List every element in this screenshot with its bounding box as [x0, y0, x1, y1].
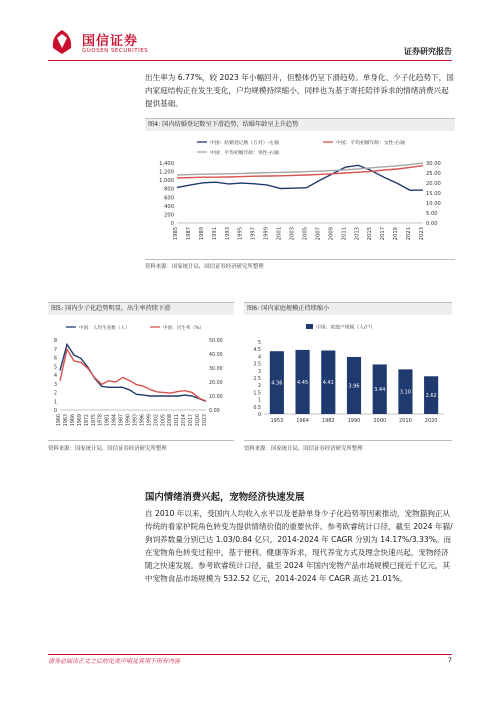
fig5-source: 资料来源：国家统计局，国信证券经济研究所整理 — [48, 446, 167, 452]
x-axis-tick: 1993 — [133, 414, 139, 427]
x-axis-tick: 1990 — [347, 418, 361, 424]
x-axis-tick: 1975 — [91, 414, 97, 427]
left-axis-tick: 1 — [53, 400, 57, 406]
x-axis-tick: 1984 — [112, 414, 118, 427]
fig4-source: 资料来源：国家统计局，国信证券经济研究所整理 — [145, 264, 264, 270]
x-axis-tick: 1996 — [140, 414, 146, 427]
left-axis-tick: 400 — [164, 203, 174, 210]
legend-label: 中国：平均初婚年龄：女性-右轴 — [336, 141, 405, 146]
x-axis-tick: 2011 — [341, 227, 348, 241]
right-axis-tick: 10.00 — [209, 395, 223, 400]
y-axis-tick: 1 — [257, 398, 261, 404]
x-axis-tick: 2015 — [367, 227, 374, 241]
right-axis-tick: 5.00 — [426, 211, 438, 217]
fig5-chart — [48, 318, 234, 438]
left-axis-tick: 7 — [53, 347, 57, 353]
x-axis-tick: 2023 — [203, 414, 208, 427]
left-axis-tick: 0 — [170, 221, 174, 227]
y-axis-tick: 5 — [257, 341, 261, 346]
right-axis-tick: 25.00 — [426, 171, 441, 177]
x-axis-tick: 1997 — [250, 227, 257, 241]
legend-label: 中国：结婚登记数（万对）-左轴 — [210, 141, 279, 146]
left-axis-tick: 0 — [53, 409, 57, 414]
fig4-title: 图4: 国内结婚登记数呈下滑趋势，结婚年龄呈上升趋势 — [145, 119, 455, 131]
y-axis-tick: 1.5 — [253, 391, 261, 397]
y-axis-tick: 4 — [257, 355, 261, 361]
right-axis-tick: 10.00 — [426, 201, 441, 207]
y-axis-tick: 2 — [257, 384, 261, 390]
fig6-title: 图6: 国内家庭规模正持续缩小 — [244, 303, 452, 315]
right-axis-tick: 40.00 — [209, 353, 223, 358]
x-axis-tick: 2008 — [168, 414, 174, 427]
brand-name: 国信证券 — [82, 34, 139, 49]
fig4-chart — [145, 132, 455, 258]
left-axis-tick: 2 — [53, 391, 57, 397]
x-axis-tick: 1987 — [119, 414, 125, 427]
fig4-bottom-rule — [145, 259, 455, 260]
left-axis-tick: 4 — [53, 374, 57, 379]
x-axis-tick: 2000 — [373, 418, 387, 424]
series-line — [60, 349, 206, 401]
x-axis-tick: 1989 — [198, 227, 205, 241]
brand-mark-icon — [48, 28, 76, 56]
x-axis-tick: 1953 — [270, 418, 284, 424]
x-axis-tick: 1963 — [63, 414, 69, 427]
y-axis-tick: 3 — [257, 369, 261, 375]
legend-label: 中国：出生率（%） — [163, 326, 205, 331]
bar-value-label: 3.96 — [348, 383, 360, 390]
section-heading: 国内情绪消费兴起，宠物经济快速发展 — [145, 492, 305, 503]
y-axis-tick: 3.5 — [253, 362, 261, 368]
right-axis-tick: 0.00 — [209, 409, 220, 414]
x-axis-tick: 1993 — [224, 227, 231, 241]
right-axis-tick: 50.00 — [209, 339, 223, 344]
x-axis-tick: 1999 — [147, 414, 153, 427]
x-axis-tick: 1990 — [126, 414, 132, 427]
x-axis-tick: 2020 — [196, 414, 202, 427]
x-axis-tick: 2017 — [189, 414, 195, 427]
series-line — [60, 344, 206, 401]
x-axis-tick: 2013 — [354, 227, 361, 241]
bar-value-label: 4.45 — [297, 379, 309, 386]
x-axis-tick: 2005 — [302, 227, 309, 241]
x-axis-tick: 2007 — [315, 227, 322, 241]
left-axis-tick: 800 — [164, 186, 174, 193]
x-axis-tick: 2021 — [406, 227, 413, 241]
left-axis-tick: 200 — [164, 212, 174, 219]
fig6-source: 资料来源：国家统计局，国信证券经济研究所整理 — [244, 446, 363, 452]
bar-value-label: 3.44 — [374, 387, 386, 394]
series-line — [177, 163, 423, 175]
right-axis-tick: 30.00 — [209, 367, 223, 372]
x-axis-tick: 1972 — [84, 414, 90, 427]
x-axis-tick: 1985 — [173, 227, 179, 241]
x-axis-tick: 1964 — [296, 418, 309, 424]
y-axis-tick: 0.5 — [253, 405, 261, 411]
left-axis-tick: 3 — [53, 382, 57, 388]
x-axis-tick: 2010 — [399, 418, 412, 424]
x-axis-tick: 1969 — [77, 414, 83, 427]
fig5-bottom-rule — [48, 440, 234, 441]
legend-label: 中国：平均初婚年龄：男性-右轴 — [210, 151, 279, 156]
x-axis-tick: 1960 — [57, 414, 62, 427]
right-axis-tick: 20.00 — [209, 381, 223, 386]
x-axis-tick: 2019 — [393, 227, 400, 241]
fig5-title: 图5: 国内少子化趋势明显，出生率持续下滑 — [48, 303, 234, 315]
right-axis-tick: 30.00 — [426, 161, 441, 167]
x-axis-tick: 1981 — [105, 414, 111, 427]
right-axis-tick: 20.00 — [426, 181, 441, 187]
x-axis-tick: 1987 — [185, 227, 192, 241]
legend-label: 中国：人均生育数（人） — [79, 326, 130, 331]
left-axis-tick: 1,400 — [159, 161, 174, 167]
x-axis-tick: 2020 — [424, 418, 438, 424]
left-axis-tick: 600 — [164, 195, 174, 202]
right-axis-tick: 15.00 — [426, 191, 441, 197]
x-axis-tick: 2002 — [154, 414, 160, 427]
x-axis-tick: 2017 — [380, 227, 387, 241]
x-axis-tick: 1999 — [263, 227, 270, 241]
header-divider — [48, 60, 452, 61]
fig6-bottom-rule — [244, 440, 452, 441]
footer-divider — [48, 654, 452, 655]
x-axis-tick: 2011 — [175, 414, 181, 427]
section-paragraph: 自 2010 年以来，受国内人均收入水平以及老龄单身少子化趋势等因素推动，宠物猫狗正从传统的看家护院角色转变为提供情绪价值的重要伙伴。参考欧睿统计口径，截至 2024 年猫/狗饲养数量分别已达 1.03/0.84 亿只，2014-2024 年 CAGR 分别为 14.17%/3.33%。而在宠物角色转变过程中，基于便利、健康等诉求，现代养宠方式及理念快速兴起，宠物经济随之快速发展。参考欧睿统计口径，截至 2024 年国内宠物产品市场规模已接近千亿元，其中宠物食品市场规模为 532.52 亿元，2014-2024 年 CAGR 高达 21.01%。 — [145, 509, 453, 583]
left-axis-tick: 8 — [53, 339, 57, 344]
fig6-chart — [244, 318, 452, 438]
x-axis-tick: 2005 — [161, 414, 167, 427]
left-axis-tick: 5 — [53, 365, 57, 371]
y-axis-tick: 2.5 — [253, 377, 261, 382]
x-axis-tick: 2001 — [276, 227, 283, 241]
legend-label: 中国：家庭户规模（人/户） — [316, 325, 376, 331]
x-axis-tick: 2023 — [419, 227, 425, 241]
intro-paragraph: 出生率为 6.77%，较 2023 年小幅回升，但整体仍呈下滑趋势。单身化、少子化趋势下，国内家庭结构正在发生变化，户均规模持续缩小，同样也为基于寄托陪伴诉求的情绪消费兴起提供基础。 — [145, 73, 454, 108]
bar-value-label: 2.62 — [425, 393, 437, 400]
right-axis-tick: 0.00 — [426, 221, 438, 227]
brand-logo — [48, 28, 168, 64]
y-axis-tick: 4.5 — [253, 348, 261, 354]
x-axis-tick: 1995 — [237, 227, 244, 241]
bar-value-label: 4.36 — [271, 380, 283, 387]
bar-value-label: 3.10 — [399, 389, 411, 396]
x-axis-tick: 2014 — [182, 414, 188, 427]
brand-name-en: GUOSEN SECURITIES — [82, 48, 149, 54]
bar-value-label: 4.41 — [322, 380, 334, 387]
x-axis-tick: 1991 — [211, 227, 218, 241]
left-axis-tick: 1,000 — [159, 178, 174, 185]
footer-disclaimer: 请务必阅读正文之后的免责声明及其项下所有内容 — [48, 658, 181, 665]
x-axis-tick: 2009 — [328, 227, 335, 241]
x-axis-tick: 1982 — [321, 418, 335, 424]
left-axis-tick: 6 — [53, 356, 57, 362]
x-axis-tick: 1966 — [70, 414, 76, 427]
legend-swatch — [306, 324, 313, 329]
y-axis-tick: 0 — [257, 413, 261, 418]
left-axis-tick: 1,200 — [159, 169, 174, 176]
document-type: 证券研究报告 — [404, 47, 452, 56]
x-axis-tick: 2003 — [289, 227, 296, 241]
page-number: 7 — [447, 656, 452, 664]
x-axis-tick: 1978 — [98, 414, 104, 427]
